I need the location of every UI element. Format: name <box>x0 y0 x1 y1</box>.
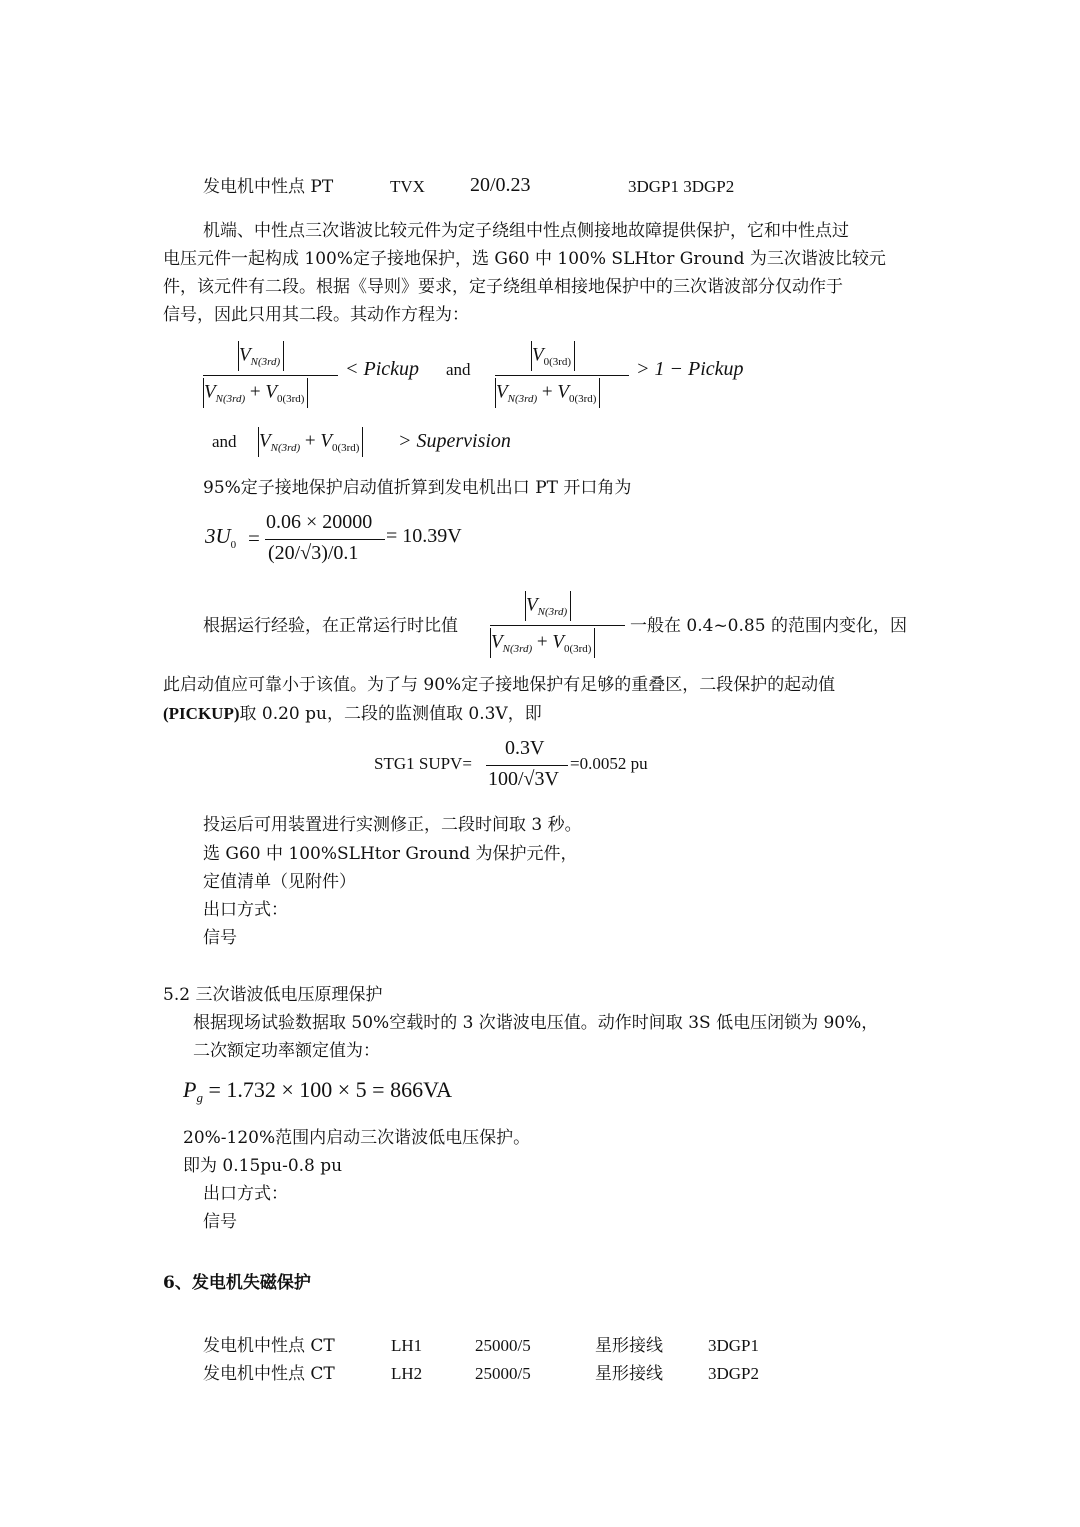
eq3-denominator: 100/√3V <box>488 768 559 790</box>
section-5-2-line-3: 20%-120%范围内启动三次谐波低电压保护。 <box>183 1128 531 1148</box>
ct-row-2-panel: 3DGP2 <box>708 1364 760 1383</box>
intro-line-3: 件，该元件有二段。根据《导则》要求，定子绕组单相接地保护中的三次谐波部分仅动作于 <box>163 277 843 297</box>
ratio-frac-num: $V_{N(3rd)}$ <box>525 591 571 621</box>
after-eq3-line-3: 定值清单（见附件） <box>203 872 356 892</box>
intro-line-4: 信号，因此只用其二段。其动作方程为： <box>163 305 469 325</box>
ct-row-1-item: 发电机中性点 CT <box>203 1336 335 1356</box>
eq2-bar <box>265 539 385 540</box>
eq2-lhs: $3U_0$ <box>205 524 237 551</box>
eq3-label: STG1 SUPV= <box>374 754 472 773</box>
eq1-frac2-bar <box>495 375 629 376</box>
after-eq3-line-2: 选 G60 中 100%SLHtor Ground 为保护元件， <box>203 844 578 864</box>
ratio-text-before: 根据运行经验，在正常运行时比值 <box>203 616 458 636</box>
para2-line-1: 此启动值应可靠小于该值。为了与 90%定子接地保护有足够的重叠区，二段保护的起动值 <box>163 675 836 695</box>
ct-row-2-item: 发电机中性点 CT <box>203 1364 335 1384</box>
ct-row-2-wiring: 星形接线 <box>595 1364 663 1384</box>
ratio-text-after: 一般在 0.4~0.85 的范围内变化，因 <box>630 616 907 636</box>
eq2-denominator: (20/√3)/0.1 <box>268 542 359 564</box>
ct-row-1-code: LH1 <box>391 1336 423 1355</box>
section-5-2-line-5: 出口方式： <box>203 1184 288 1204</box>
after-eq3-line-1: 投运后可用装置进行实测修正，二段时间取 3 秒。 <box>203 815 582 835</box>
eq1-frac1-bar <box>203 375 338 376</box>
eq3-result: =0.0052 pu <box>570 754 648 773</box>
section-5-2-line-2: 二次额定功率额定值为： <box>193 1041 380 1061</box>
eq1-frac1-num: $V_{N(3rd)}$ <box>238 341 284 371</box>
ct-row-2-code: LH2 <box>391 1364 423 1383</box>
pt-code: TVX <box>390 177 425 196</box>
ratio-frac-bar <box>490 625 625 626</box>
eq1-and-1: and <box>446 360 471 379</box>
eq1-and-2: and <box>212 432 237 451</box>
pt-item: 发电机中性点 PT <box>203 177 334 197</box>
section-5-2-line-1: 根据现场试验数据取 50%空载时的 3 次谐波电压值。动作时间取 3S 低电压闭锁为 90%， <box>193 1013 879 1033</box>
eq2-numerator: 0.06 × 20000 <box>266 511 373 533</box>
ct-row-1-ratio: 25000/5 <box>475 1336 531 1355</box>
pt-panels: 3DGP1 3DGP2 <box>628 177 735 196</box>
section-5-2-line-6: 信号 <box>203 1212 237 1232</box>
ratio-frac-den: $V_{N(3rd)} + V_{0(3rd)}$ <box>490 628 595 658</box>
pt-ratio: 20/0.23 <box>470 174 531 196</box>
eq1-gt-pickup: > 1 − Pickup <box>636 358 744 380</box>
eq1-sum-abs: $V_{N(3rd)} + V_{0(3rd)}$ <box>258 427 363 457</box>
after-eq3-line-4: 出口方式： <box>203 900 288 920</box>
ct-row-1-wiring: 星形接线 <box>595 1336 663 1356</box>
eq3-bar <box>486 765 568 766</box>
eq1-frac2-den: $V_{N(3rd)} + V_{0(3rd)}$ <box>495 378 600 408</box>
eq1-frac1-den: $V_{N(3rd)} + V_{0(3rd)}$ <box>203 378 308 408</box>
intro-line-2: 电压元件一起构成 100%定子接地保护，选 G60 中 100% SLHtor Ground 为三次谐波比较元 <box>163 249 886 269</box>
eq2-equals: = <box>248 526 260 550</box>
pickup95-text: 95%定子接地保护启动值折算到发电机出口 PT 开口角为 <box>203 478 632 498</box>
section-5-2-title: 5.2 三次谐波低电压原理保护 <box>163 985 383 1005</box>
ct-row-1-panel: 3DGP1 <box>708 1336 760 1355</box>
eq1-frac2-num: $V_{0(3rd)}$ <box>531 341 575 371</box>
pickup-label: (PICKUP) <box>163 704 240 723</box>
eq3-numerator: 0.3V <box>505 737 545 759</box>
eq2-result: = 10.39V <box>386 525 462 547</box>
section-6-title: 6、发电机失磁保护 <box>163 1273 311 1293</box>
intro-line-1: 机端、中性点三次谐波比较元件为定子绕组中性点侧接地故障提供保护，它和中性点过 <box>203 221 849 241</box>
para2-line-2: (PICKUP)取 0.20 pu，二段的监测值取 0.3V，即 <box>163 704 542 724</box>
eq1-lt-pickup: < Pickup <box>345 358 420 380</box>
eq1-gt-supervision: > Supervision <box>398 430 511 452</box>
section-5-2-equation: $P_g = 1.732 \times 100 \times 5 = 866VA$ <box>183 1077 453 1105</box>
after-eq3-line-5: 信号 <box>203 928 237 948</box>
section-5-2-line-4: 即为 0.15pu-0.8 pu <box>183 1156 343 1176</box>
ct-row-2-ratio: 25000/5 <box>475 1364 531 1383</box>
